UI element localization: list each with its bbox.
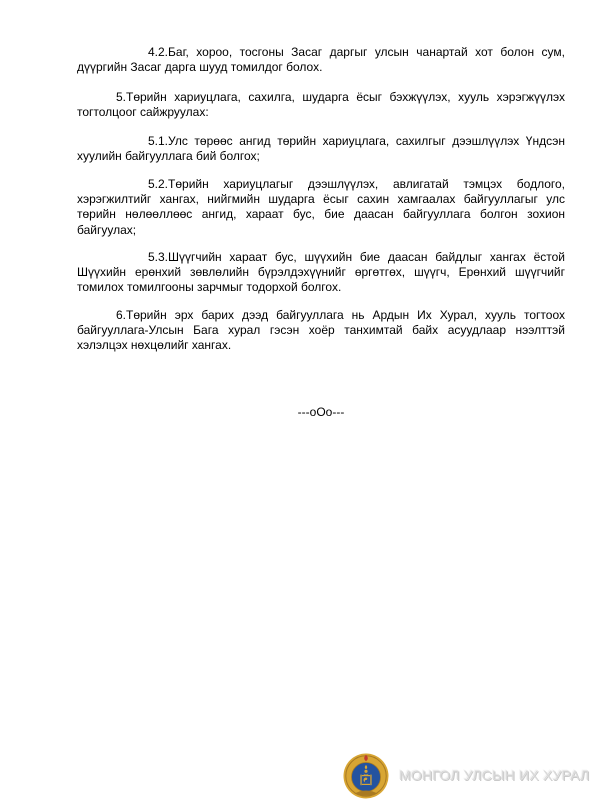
paragraph-5-3 [77, 250, 565, 296]
text-line: 5.3.Шүүгчийн хараат бус, шүүхийн бие даасан байдлыг хангах ёстой [148, 250, 565, 264]
text-line: хэрэгжилтийг хангах, нийгмийн шударга ёсыг сахин хамгаалах байгууллагыг улс [77, 192, 565, 207]
text-line: дүүргийн Засаг дарга шууд томилдог болох. [77, 60, 323, 75]
text-line: томилох томилгооны зарчмыг тодорхой болгох. [77, 280, 342, 295]
text-line: 6.Төрийн эрх барих дээд байгууллага нь Ардын Их Хурал, хууль тогтоох [116, 308, 565, 322]
end-separator: ---oOo--- [297, 405, 345, 419]
text-line: байгуулах; [77, 222, 137, 237]
text-line: Шүүхийн ерөнхий зөвлөлийн бүрэлдэхүүнийг өргөтгөх, шүүгч, Ерөнхий шүүгчийг [77, 265, 565, 280]
text-line: 5.Төрийн хариуцлага, сахилга, шударга ёсыг бэхжүүлэх, хууль хэрэгжүүлэх [116, 90, 565, 104]
text-line: хэлэлцэх нөхцөлийг хангах. [77, 338, 232, 353]
parliament-watermark: МОНГОЛ УЛСЫН ИХ ХУРАЛ [399, 767, 590, 783]
paragraph-5 [77, 90, 565, 120]
paragraph-5-1 [77, 134, 565, 164]
text-line: 4.2.Баг, хороо, тосгоны Засаг даргыг улсын чанартай хот болон сум, [148, 45, 565, 59]
text-line: 5.2.Төрийн хариуцлагыг дээшлүүлэх, авлигатай тэмцэх бодлого, [148, 177, 565, 191]
state-emblem-icon [343, 753, 389, 799]
text-line: төрийн нөлөөллөөс ангид, хараат бус, бие даасан байгууллага болгон зохион [77, 207, 565, 222]
paragraph-6 [77, 308, 565, 354]
text-line: 5.1.Улс төрөөс ангид төрийн хариуцлага, сахилгыг дээшлүүлэх Үндсэн [148, 134, 565, 148]
paragraph-5-2 [77, 177, 565, 238]
text-line: байгууллага-Улсын Бага хурал гэсэн хоёр танхимтай байх асуудлаар нээлттэй [77, 323, 565, 338]
text-line: тогтолцоог сайжруулах: [77, 105, 209, 120]
text-line: хуулийн байгууллага бий болгох; [77, 149, 260, 164]
paragraph-4-2 [77, 45, 565, 75]
